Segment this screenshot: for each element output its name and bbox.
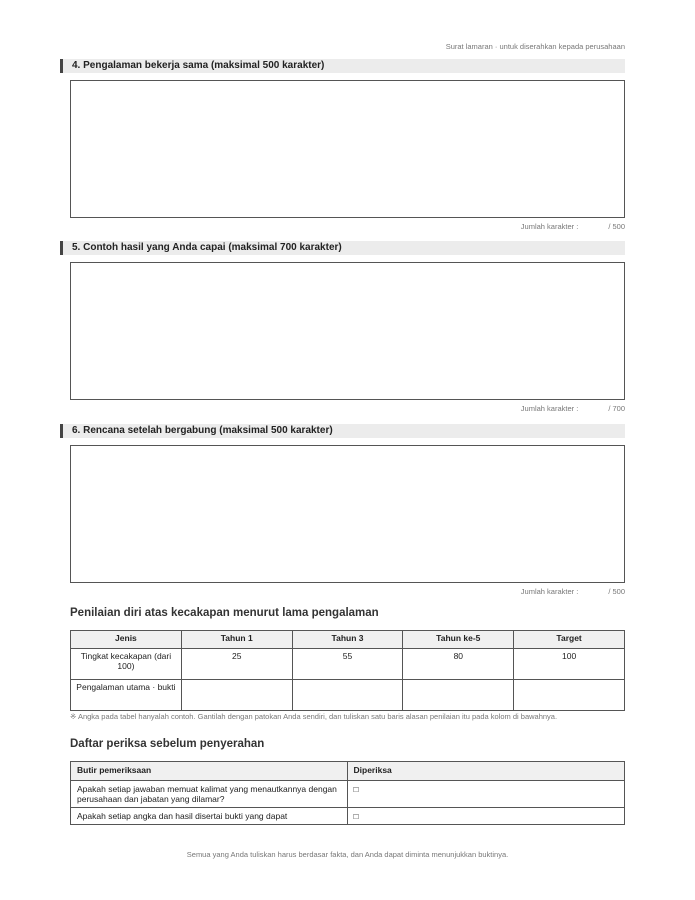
column-header: Jenis	[71, 631, 182, 649]
row-label: Pengalaman utama · bukti	[71, 680, 182, 711]
checklist-table	[70, 761, 625, 825]
column-header: Tahun 3	[292, 631, 403, 649]
skill-table-note: ※ Angka pada tabel hanyalah contoh. Gantilah dengan patokan Anda sendiri, dan tuliskan satu baris alasan penilaian itu pada kolom di bawahnya.	[70, 712, 558, 721]
row-label: Tingkat kecakapan (dari 100)	[71, 649, 182, 680]
section-title: 5. Contoh hasil yang Anda capai (maksimal 700 karakter)	[60, 241, 625, 255]
skill-table	[70, 630, 625, 711]
column-header: Diperiksa	[347, 762, 624, 781]
char-counter-label: Jumlah karakter :	[520, 404, 579, 413]
table-cell[interactable]	[292, 680, 403, 711]
table-row	[71, 808, 625, 825]
table-row	[71, 781, 625, 808]
table-row	[71, 649, 625, 680]
char-counter-max: / 500	[608, 587, 625, 596]
table-header-row	[71, 631, 625, 649]
table-cell[interactable]: 100	[514, 649, 625, 680]
checklist-title: Daftar periksa sebelum penyerahan	[70, 738, 265, 750]
table-cell[interactable]	[514, 680, 625, 711]
column-header: Tahun 1	[181, 631, 292, 649]
table-cell[interactable]: 25	[181, 649, 292, 680]
section-collaboration	[60, 59, 625, 231]
column-header: Butir pemeriksaan	[71, 762, 348, 781]
collaboration-answer-box[interactable]	[70, 80, 625, 218]
footer-note: Semua yang Anda tuliskan harus berdasar fakta, dan Anda dapat diminta menunjukkan buktinya.	[186, 850, 509, 859]
char-counter-label: Jumlah karakter :	[520, 587, 579, 596]
section-plans	[60, 424, 625, 596]
char-counter	[60, 222, 625, 231]
char-counter	[60, 404, 625, 413]
table-cell[interactable]	[403, 680, 514, 711]
column-header: Tahun ke-5	[403, 631, 514, 649]
table-row	[71, 680, 625, 711]
table-header-row	[71, 762, 625, 781]
plans-answer-box[interactable]	[70, 445, 625, 583]
column-header: Target	[514, 631, 625, 649]
checklist-item: Apakah setiap angka dan hasil disertai bukti yang dapat	[71, 808, 348, 825]
section-title: 4. Pengalaman bekerja sama (maksimal 500 karakter)	[60, 59, 625, 73]
checkbox[interactable]: □	[347, 808, 624, 825]
checklist-item: Apakah setiap jawaban memuat kalimat yang menautkannya dengan perusahaan dan jabatan yang dilamar?	[71, 781, 348, 808]
char-counter-max: / 700	[608, 404, 625, 413]
section-achievements	[60, 241, 625, 413]
table-cell[interactable]: 80	[403, 649, 514, 680]
skill-table-title: Penilaian diri atas kecakapan menurut lama pengalaman	[70, 607, 379, 619]
section-title: 6. Rencana setelah bergabung (maksimal 500 karakter)	[60, 424, 625, 438]
char-counter	[60, 587, 625, 596]
achievements-answer-box[interactable]	[70, 262, 625, 400]
table-cell[interactable]	[181, 680, 292, 711]
table-cell[interactable]: 55	[292, 649, 403, 680]
char-counter-max: / 500	[608, 222, 625, 231]
char-counter-label: Jumlah karakter :	[520, 222, 579, 231]
checkbox[interactable]: □	[347, 781, 624, 808]
header-note: Surat lamaran · untuk diserahkan kepada perusahaan	[445, 42, 625, 51]
